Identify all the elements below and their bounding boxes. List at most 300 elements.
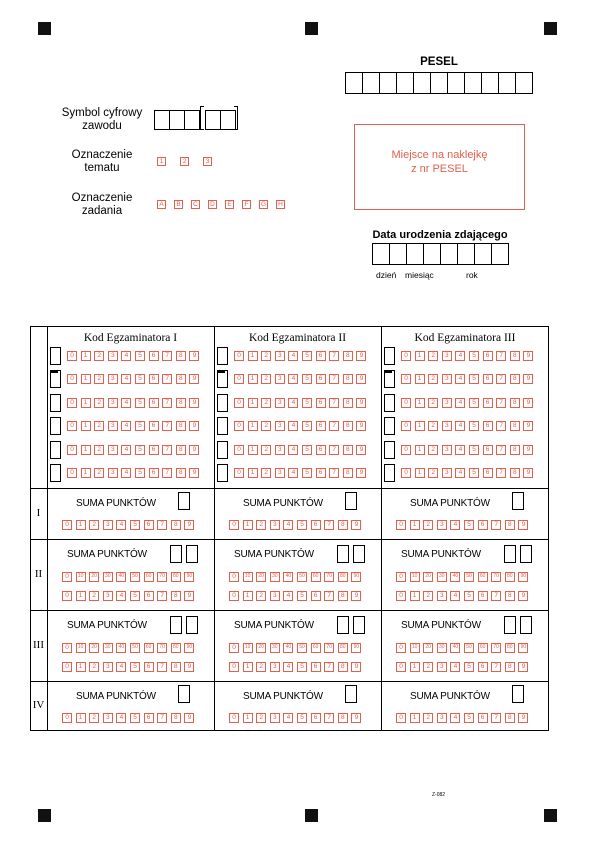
examiner-digit-7[interactable]: 7 — [496, 398, 506, 408]
score-tens-box[interactable] — [170, 616, 182, 634]
examiner-code-box[interactable] — [217, 394, 228, 412]
score-tens-40[interactable]: 40 — [283, 572, 293, 582]
examiner-digit-7[interactable]: 7 — [162, 421, 172, 431]
examiner-digit-4[interactable]: 4 — [455, 445, 465, 455]
score-digit-8[interactable]: 8 — [505, 662, 515, 672]
score-tens-90[interactable]: 90 — [351, 572, 361, 582]
examiner-code-box[interactable] — [384, 347, 395, 365]
score-digit-7[interactable]: 7 — [491, 713, 501, 723]
examiner-code-box[interactable] — [217, 370, 228, 388]
task-option-H[interactable]: H — [276, 200, 285, 209]
examiner-digit-3[interactable]: 3 — [442, 421, 452, 431]
examiner-digit-0[interactable]: 0 — [234, 468, 244, 478]
score-digit-7[interactable]: 7 — [324, 591, 334, 601]
examiner-digit-8[interactable]: 8 — [176, 398, 186, 408]
score-tens-60[interactable]: 60 — [478, 572, 488, 582]
score-digit-0[interactable]: 0 — [396, 713, 406, 723]
examiner-digit-9[interactable]: 9 — [356, 374, 366, 384]
score-digit-0[interactable]: 0 — [229, 520, 239, 530]
score-digit-1[interactable]: 1 — [243, 591, 253, 601]
examiner-digit-0[interactable]: 0 — [401, 351, 411, 361]
examiner-digit-9[interactable]: 9 — [189, 351, 199, 361]
score-digit-1[interactable]: 1 — [410, 520, 420, 530]
examiner-digit-3[interactable]: 3 — [275, 374, 285, 384]
examiner-digit-0[interactable]: 0 — [401, 398, 411, 408]
score-digit-7[interactable]: 7 — [324, 520, 334, 530]
score-tens-0[interactable]: 0 — [396, 572, 406, 582]
score-tens-30[interactable]: 30 — [103, 572, 113, 582]
examiner-digit-0[interactable]: 0 — [401, 421, 411, 431]
score-tens-20[interactable]: 20 — [89, 572, 99, 582]
score-tens-20[interactable]: 20 — [423, 643, 433, 653]
task-option-A[interactable]: A — [157, 200, 166, 209]
examiner-digit-5[interactable]: 5 — [135, 374, 145, 384]
score-digit-6[interactable]: 6 — [144, 713, 154, 723]
examiner-digit-9[interactable]: 9 — [189, 374, 199, 384]
score-digit-7[interactable]: 7 — [157, 520, 167, 530]
examiner-digit-3[interactable]: 3 — [108, 468, 118, 478]
examiner-digit-7[interactable]: 7 — [162, 374, 172, 384]
score-tens-box[interactable] — [504, 545, 516, 563]
score-tens-80[interactable]: 80 — [338, 572, 348, 582]
examiner-digit-7[interactable]: 7 — [496, 445, 506, 455]
examiner-digit-5[interactable]: 5 — [135, 445, 145, 455]
examiner-digit-6[interactable]: 6 — [483, 374, 493, 384]
examiner-digit-9[interactable]: 9 — [523, 445, 533, 455]
examiner-digit-8[interactable]: 8 — [176, 445, 186, 455]
score-digit-9[interactable]: 9 — [184, 713, 194, 723]
score-digit-1[interactable]: 1 — [76, 591, 86, 601]
examiner-digit-0[interactable]: 0 — [401, 445, 411, 455]
score-digit-5[interactable]: 5 — [130, 520, 140, 530]
examiner-code-box[interactable] — [50, 417, 61, 435]
task-option-F[interactable]: F — [242, 200, 251, 209]
score-digit-6[interactable]: 6 — [144, 591, 154, 601]
examiner-digit-1[interactable]: 1 — [248, 351, 258, 361]
score-digit-8[interactable]: 8 — [171, 713, 181, 723]
task-option-G[interactable]: G — [260, 201, 267, 208]
score-digit-0[interactable]: 0 — [396, 591, 406, 601]
score-tens-30[interactable]: 30 — [103, 643, 113, 653]
score-digit-2[interactable]: 2 — [423, 520, 433, 530]
score-digit-6[interactable]: 6 — [311, 713, 321, 723]
score-digit-5[interactable]: 5 — [464, 520, 474, 530]
score-digit-2[interactable]: 2 — [256, 520, 266, 530]
examiner-digit-4[interactable]: 4 — [121, 374, 131, 384]
score-units-box[interactable] — [520, 616, 532, 634]
examiner-digit-2[interactable]: 2 — [261, 421, 271, 431]
examiner-digit-1[interactable]: 1 — [415, 468, 425, 478]
score-digit-2[interactable]: 2 — [89, 520, 99, 530]
examiner-digit-6[interactable]: 6 — [483, 468, 493, 478]
examiner-digit-3[interactable]: 3 — [108, 351, 118, 361]
examiner-digit-6[interactable]: 6 — [149, 445, 159, 455]
score-digit-2[interactable]: 2 — [423, 662, 433, 672]
score-tens-10[interactable]: 10 — [410, 572, 420, 582]
score-digit-0[interactable]: 0 — [396, 662, 406, 672]
score-tens-90[interactable]: 90 — [518, 572, 528, 582]
score-digit-6[interactable]: 6 — [311, 662, 321, 672]
score-digit-4[interactable]: 4 — [116, 713, 126, 723]
examiner-digit-8[interactable]: 8 — [510, 445, 520, 455]
score-tens-80[interactable]: 80 — [505, 572, 515, 582]
score-tens-10[interactable]: 10 — [243, 643, 253, 653]
pesel-digit-box[interactable] — [413, 72, 431, 94]
examiner-digit-4[interactable]: 4 — [455, 374, 465, 384]
score-digit-1[interactable]: 1 — [410, 662, 420, 672]
score-digit-3[interactable]: 3 — [270, 713, 280, 723]
score-digit-3[interactable]: 3 — [437, 713, 447, 723]
examiner-digit-0[interactable]: 0 — [67, 445, 77, 455]
examiner-digit-6[interactable]: 6 — [316, 421, 326, 431]
score-tens-30[interactable]: 30 — [437, 643, 447, 653]
examiner-code-box[interactable] — [217, 464, 228, 482]
examiner-digit-1[interactable]: 1 — [415, 374, 425, 384]
score-digit-5[interactable]: 5 — [130, 662, 140, 672]
examiner-digit-8[interactable]: 8 — [343, 374, 353, 384]
examiner-digit-9[interactable]: 9 — [523, 351, 533, 361]
examiner-digit-5[interactable]: 5 — [302, 445, 312, 455]
score-tens-60[interactable]: 60 — [144, 572, 154, 582]
examiner-code-box[interactable] — [50, 441, 61, 459]
examiner-digit-0[interactable]: 0 — [234, 421, 244, 431]
score-digit-9[interactable]: 9 — [184, 520, 194, 530]
score-digit-8[interactable]: 8 — [171, 662, 181, 672]
pesel-digit-box[interactable] — [498, 72, 516, 94]
score-tens-30[interactable]: 30 — [270, 643, 280, 653]
examiner-digit-2[interactable]: 2 — [94, 351, 104, 361]
examiner-code-box[interactable] — [50, 394, 61, 412]
score-tens-60[interactable]: 60 — [144, 643, 154, 653]
score-digit-3[interactable]: 3 — [103, 713, 113, 723]
score-digit-7[interactable]: 7 — [157, 713, 167, 723]
examiner-digit-8[interactable]: 8 — [510, 351, 520, 361]
examiner-digit-5[interactable]: 5 — [469, 468, 479, 478]
score-digit-6[interactable]: 6 — [311, 591, 321, 601]
score-digit-1[interactable]: 1 — [410, 591, 420, 601]
score-digit-5[interactable]: 5 — [130, 713, 140, 723]
examiner-digit-1[interactable]: 1 — [248, 398, 258, 408]
score-tens-50[interactable]: 50 — [464, 572, 474, 582]
score-tens-30[interactable]: 30 — [270, 572, 280, 582]
examiner-code-box[interactable] — [384, 370, 395, 388]
topic-option-3[interactable]: 3 — [203, 157, 212, 166]
examiner-digit-6[interactable]: 6 — [316, 468, 326, 478]
pesel-digit-box[interactable] — [447, 72, 465, 94]
score-units-box[interactable] — [353, 616, 365, 634]
examiner-digit-4[interactable]: 4 — [455, 421, 465, 431]
examiner-digit-2[interactable]: 2 — [428, 445, 438, 455]
score-digit-5[interactable]: 5 — [464, 662, 474, 672]
examiner-digit-4[interactable]: 4 — [288, 398, 298, 408]
score-digit-4[interactable]: 4 — [450, 713, 460, 723]
examiner-digit-7[interactable]: 7 — [162, 445, 172, 455]
score-digit-9[interactable]: 9 — [518, 591, 528, 601]
examiner-digit-1[interactable]: 1 — [81, 468, 91, 478]
score-tens-20[interactable]: 20 — [256, 643, 266, 653]
score-digit-3[interactable]: 3 — [103, 662, 113, 672]
score-tens-50[interactable]: 50 — [130, 643, 140, 653]
examiner-digit-0[interactable]: 0 — [234, 351, 244, 361]
score-digit-9[interactable]: 9 — [184, 662, 194, 672]
score-digit-2[interactable]: 2 — [89, 713, 99, 723]
score-digit-9[interactable]: 9 — [518, 520, 528, 530]
score-digit-2[interactable]: 2 — [423, 591, 433, 601]
examiner-digit-4[interactable]: 4 — [121, 421, 131, 431]
examiner-digit-1[interactable]: 1 — [81, 374, 91, 384]
examiner-digit-0[interactable]: 0 — [234, 398, 244, 408]
score-digit-2[interactable]: 2 — [89, 662, 99, 672]
score-digit-6[interactable]: 6 — [478, 662, 488, 672]
examiner-digit-8[interactable]: 8 — [176, 351, 186, 361]
examiner-digit-0[interactable]: 0 — [67, 468, 77, 478]
examiner-digit-8[interactable]: 8 — [343, 421, 353, 431]
examiner-digit-3[interactable]: 3 — [108, 374, 118, 384]
examiner-digit-0[interactable]: 0 — [67, 351, 77, 361]
score-digit-1[interactable]: 1 — [243, 713, 253, 723]
score-digit-5[interactable]: 5 — [130, 591, 140, 601]
score-tens-90[interactable]: 90 — [518, 643, 528, 653]
examiner-digit-4[interactable]: 4 — [121, 351, 131, 361]
score-digit-7[interactable]: 7 — [491, 591, 501, 601]
score-units-box[interactable] — [186, 616, 198, 634]
examiner-digit-3[interactable]: 3 — [275, 421, 285, 431]
score-tens-50[interactable]: 50 — [464, 643, 474, 653]
examiner-digit-5[interactable]: 5 — [469, 421, 479, 431]
examiner-digit-5[interactable]: 5 — [302, 421, 312, 431]
examiner-digit-6[interactable]: 6 — [149, 351, 159, 361]
examiner-digit-0[interactable]: 0 — [67, 421, 77, 431]
birth-digit-box[interactable] — [406, 243, 424, 265]
score-digit-3[interactable]: 3 — [270, 520, 280, 530]
score-tens-50[interactable]: 50 — [297, 572, 307, 582]
score-digit-5[interactable]: 5 — [297, 520, 307, 530]
task-option-D[interactable]: D — [208, 200, 217, 209]
examiner-digit-5[interactable]: 5 — [135, 421, 145, 431]
score-tens-70[interactable]: 70 — [324, 572, 334, 582]
score-digit-2[interactable]: 2 — [89, 591, 99, 601]
examiner-digit-9[interactable]: 9 — [356, 445, 366, 455]
score-digit-3[interactable]: 3 — [270, 591, 280, 601]
score-tens-40[interactable]: 40 — [283, 643, 293, 653]
score-digit-4[interactable]: 4 — [450, 591, 460, 601]
examiner-digit-4[interactable]: 4 — [288, 445, 298, 455]
examiner-digit-2[interactable]: 2 — [428, 351, 438, 361]
score-box[interactable] — [178, 685, 190, 703]
score-tens-box[interactable] — [337, 545, 349, 563]
score-digit-4[interactable]: 4 — [283, 662, 293, 672]
score-digit-0[interactable]: 0 — [62, 591, 72, 601]
score-box[interactable] — [512, 492, 524, 510]
examiner-digit-8[interactable]: 8 — [176, 421, 186, 431]
examiner-digit-9[interactable]: 9 — [189, 468, 199, 478]
score-digit-0[interactable]: 0 — [62, 713, 72, 723]
examiner-digit-0[interactable]: 0 — [234, 445, 244, 455]
examiner-digit-6[interactable]: 6 — [316, 445, 326, 455]
score-digit-0[interactable]: 0 — [62, 520, 72, 530]
score-tens-90[interactable]: 90 — [184, 572, 194, 582]
score-tens-60[interactable]: 60 — [478, 643, 488, 653]
examiner-digit-5[interactable]: 5 — [469, 398, 479, 408]
score-digit-6[interactable]: 6 — [311, 520, 321, 530]
score-digit-3[interactable]: 3 — [103, 520, 113, 530]
examiner-digit-0[interactable]: 0 — [67, 374, 77, 384]
examiner-digit-5[interactable]: 5 — [135, 351, 145, 361]
score-digit-8[interactable]: 8 — [505, 713, 515, 723]
score-digit-2[interactable]: 2 — [256, 591, 266, 601]
score-digit-1[interactable]: 1 — [76, 713, 86, 723]
examiner-digit-7[interactable]: 7 — [496, 351, 506, 361]
examiner-digit-5[interactable]: 5 — [135, 398, 145, 408]
examiner-digit-9[interactable]: 9 — [523, 374, 533, 384]
score-tens-10[interactable]: 10 — [243, 572, 253, 582]
score-digit-3[interactable]: 3 — [270, 662, 280, 672]
score-tens-20[interactable]: 20 — [89, 643, 99, 653]
score-digit-8[interactable]: 8 — [338, 662, 348, 672]
score-digit-2[interactable]: 2 — [256, 662, 266, 672]
score-tens-70[interactable]: 70 — [157, 643, 167, 653]
birth-digit-box[interactable] — [372, 243, 390, 265]
topic-option-1[interactable]: 1 — [157, 157, 166, 166]
examiner-digit-1[interactable]: 1 — [81, 351, 91, 361]
score-digit-0[interactable]: 0 — [229, 591, 239, 601]
score-digit-3[interactable]: 3 — [437, 662, 447, 672]
examiner-digit-7[interactable]: 7 — [329, 468, 339, 478]
examiner-digit-9[interactable]: 9 — [356, 398, 366, 408]
examiner-digit-3[interactable]: 3 — [108, 398, 118, 408]
score-digit-8[interactable]: 8 — [171, 520, 181, 530]
score-digit-4[interactable]: 4 — [116, 591, 126, 601]
pesel-digit-box[interactable] — [396, 72, 414, 94]
score-digit-7[interactable]: 7 — [491, 520, 501, 530]
examiner-digit-9[interactable]: 9 — [356, 421, 366, 431]
examiner-digit-3[interactable]: 3 — [275, 351, 285, 361]
examiner-digit-2[interactable]: 2 — [261, 398, 271, 408]
score-digit-1[interactable]: 1 — [243, 662, 253, 672]
examiner-digit-6[interactable]: 6 — [149, 468, 159, 478]
examiner-digit-7[interactable]: 7 — [329, 351, 339, 361]
score-tens-20[interactable]: 20 — [423, 572, 433, 582]
examiner-digit-9[interactable]: 9 — [523, 398, 533, 408]
examiner-digit-1[interactable]: 1 — [415, 351, 425, 361]
examiner-digit-2[interactable]: 2 — [428, 468, 438, 478]
score-digit-5[interactable]: 5 — [464, 713, 474, 723]
examiner-digit-6[interactable]: 6 — [483, 421, 493, 431]
score-tens-50[interactable]: 50 — [130, 572, 140, 582]
examiner-digit-2[interactable]: 2 — [428, 374, 438, 384]
birth-digit-box[interactable] — [440, 243, 458, 265]
task-option-E[interactable]: E — [225, 200, 234, 209]
score-digit-6[interactable]: 6 — [478, 591, 488, 601]
score-digit-8[interactable]: 8 — [338, 591, 348, 601]
score-digit-8[interactable]: 8 — [505, 591, 515, 601]
score-digit-5[interactable]: 5 — [297, 591, 307, 601]
score-digit-0[interactable]: 0 — [229, 662, 239, 672]
examiner-digit-8[interactable]: 8 — [176, 468, 186, 478]
score-tens-80[interactable]: 80 — [505, 643, 515, 653]
examiner-digit-5[interactable]: 5 — [302, 374, 312, 384]
examiner-digit-0[interactable]: 0 — [234, 374, 244, 384]
examiner-digit-0[interactable]: 0 — [401, 374, 411, 384]
score-digit-7[interactable]: 7 — [491, 662, 501, 672]
score-digit-7[interactable]: 7 — [157, 662, 167, 672]
examiner-code-box[interactable] — [217, 441, 228, 459]
score-digit-4[interactable]: 4 — [283, 520, 293, 530]
examiner-digit-4[interactable]: 4 — [455, 351, 465, 361]
score-digit-4[interactable]: 4 — [450, 520, 460, 530]
score-digit-4[interactable]: 4 — [116, 662, 126, 672]
score-tens-40[interactable]: 40 — [450, 643, 460, 653]
score-tens-30[interactable]: 30 — [437, 572, 447, 582]
pesel-digit-box[interactable] — [464, 72, 482, 94]
topic-option-2[interactable]: 2 — [180, 157, 189, 166]
score-digit-9[interactable]: 9 — [351, 713, 361, 723]
score-tens-40[interactable]: 40 — [116, 643, 126, 653]
examiner-code-box[interactable] — [384, 464, 395, 482]
examiner-digit-8[interactable]: 8 — [510, 374, 520, 384]
examiner-digit-6[interactable]: 6 — [483, 351, 493, 361]
score-digit-7[interactable]: 7 — [324, 713, 334, 723]
score-tens-40[interactable]: 40 — [116, 572, 126, 582]
examiner-digit-8[interactable]: 8 — [176, 374, 186, 384]
examiner-digit-9[interactable]: 9 — [356, 468, 366, 478]
examiner-digit-3[interactable]: 3 — [442, 398, 452, 408]
score-tens-0[interactable]: 0 — [62, 572, 72, 582]
score-digit-5[interactable]: 5 — [297, 713, 307, 723]
score-digit-7[interactable]: 7 — [157, 591, 167, 601]
score-tens-90[interactable]: 90 — [184, 643, 194, 653]
examiner-digit-4[interactable]: 4 — [288, 468, 298, 478]
score-units-box[interactable] — [353, 545, 365, 563]
examiner-digit-9[interactable]: 9 — [189, 398, 199, 408]
examiner-digit-4[interactable]: 4 — [288, 421, 298, 431]
examiner-digit-4[interactable]: 4 — [121, 468, 131, 478]
score-digit-1[interactable]: 1 — [76, 662, 86, 672]
score-tens-70[interactable]: 70 — [324, 643, 334, 653]
score-digit-8[interactable]: 8 — [171, 591, 181, 601]
examiner-digit-4[interactable]: 4 — [455, 468, 465, 478]
examiner-digit-7[interactable]: 7 — [329, 374, 339, 384]
examiner-digit-7[interactable]: 7 — [329, 445, 339, 455]
symbol-digit-box[interactable] — [205, 110, 221, 130]
examiner-digit-1[interactable]: 1 — [248, 421, 258, 431]
examiner-digit-0[interactable]: 0 — [401, 468, 411, 478]
score-digit-9[interactable]: 9 — [351, 520, 361, 530]
score-digit-6[interactable]: 6 — [144, 662, 154, 672]
examiner-digit-5[interactable]: 5 — [302, 398, 312, 408]
examiner-digit-7[interactable]: 7 — [329, 398, 339, 408]
examiner-digit-2[interactable]: 2 — [261, 374, 271, 384]
examiner-digit-2[interactable]: 2 — [428, 421, 438, 431]
examiner-digit-1[interactable]: 1 — [415, 445, 425, 455]
examiner-digit-5[interactable]: 5 — [135, 468, 145, 478]
examiner-digit-1[interactable]: 1 — [81, 421, 91, 431]
examiner-digit-6[interactable]: 6 — [316, 398, 326, 408]
score-digit-0[interactable]: 0 — [396, 520, 406, 530]
score-digit-1[interactable]: 1 — [76, 520, 86, 530]
symbol-digit-box[interactable] — [184, 110, 200, 130]
score-digit-9[interactable]: 9 — [518, 662, 528, 672]
examiner-code-box[interactable] — [50, 370, 61, 388]
examiner-digit-7[interactable]: 7 — [162, 398, 172, 408]
score-digit-9[interactable]: 9 — [351, 591, 361, 601]
score-digit-6[interactable]: 6 — [478, 520, 488, 530]
score-tens-box[interactable] — [337, 616, 349, 634]
examiner-digit-2[interactable]: 2 — [94, 468, 104, 478]
examiner-digit-7[interactable]: 7 — [496, 421, 506, 431]
score-digit-1[interactable]: 1 — [410, 713, 420, 723]
score-tens-90[interactable]: 90 — [351, 643, 361, 653]
